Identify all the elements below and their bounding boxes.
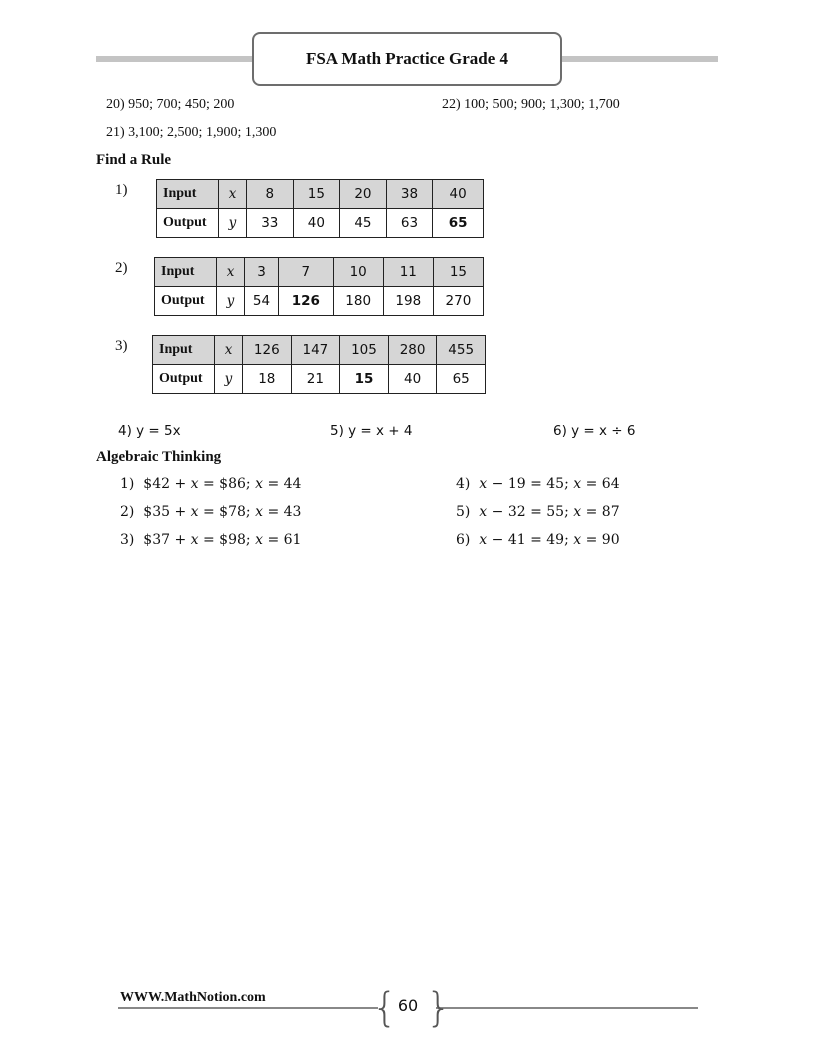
output-label: Output [155,287,217,316]
table-cell: 455 [437,336,486,365]
table-row-input [155,258,484,287]
left-brace-icon: { [372,985,398,1031]
header-rule-left [96,56,254,62]
footer-rule-right [436,1007,698,1009]
table-cell: 40 [388,365,437,394]
rule-answer-6: 6) y = x ÷ 6 [553,423,636,439]
table-1-label: 1) [115,182,128,198]
table-row-output [153,365,486,394]
table-cell: 7 [279,258,334,287]
table-cell: 21 [291,365,340,394]
table-cell: 270 [433,287,483,316]
table-cell: 54 [245,287,279,316]
rule-answer-4: 4) y = 5x [118,423,181,439]
input-label: Input [153,336,215,365]
answer-cell: 15 [340,365,389,394]
table-cell: 3 [245,258,279,287]
section-algebraic-thinking: Algebraic Thinking [96,449,222,465]
output-variable: y [215,365,243,394]
table-cell: 8 [247,180,294,209]
algebra-item-1: 1) $42 + x = $86; x = 44 [120,476,302,492]
table-row-output [157,209,484,238]
table-row-input [157,180,484,209]
table-cell: 10 [333,258,383,287]
table-cell: 126 [243,336,292,365]
algebra-item-2: 2) $35 + x = $78; x = 43 [120,504,302,520]
table-cell: 40 [433,180,484,209]
output-variable: y [217,287,245,316]
input-label: Input [157,180,219,209]
table-cell: 65 [437,365,486,394]
algebra-item-6: 6) x − 41 = 49; x = 90 [456,532,620,548]
table-cell: 63 [386,209,433,238]
function-table-2 [154,257,484,316]
table-cell: 15 [433,258,483,287]
table-row-output [155,287,484,316]
output-label: Output [157,209,219,238]
table-cell: 38 [386,180,433,209]
output-label: Output [153,365,215,394]
section-find-a-rule: Find a Rule [96,152,172,168]
page-title: FSA Math Practice Grade 4 [252,32,562,86]
table-cell: 33 [247,209,294,238]
header-rule-right [560,56,718,62]
right-brace-icon: } [426,985,452,1031]
input-variable: x [215,336,243,365]
input-variable: x [217,258,245,287]
rule-answer-5: 5) y = x + 4 [330,423,413,439]
footer-rule-left [118,1007,378,1009]
output-variable: y [219,209,247,238]
algebra-item-3: 3) $37 + x = $98; x = 61 [120,532,302,548]
table-cell: 15 [293,180,340,209]
table-cell: 18 [243,365,292,394]
table-cell: 45 [340,209,387,238]
footer-website: WWW.MathNotion.com [120,990,266,1005]
table-cell: 11 [383,258,433,287]
answer-20: 20) 950; 700; 450; 200 [106,97,235,112]
page-number: 60 [397,996,419,1015]
answer-cell: 126 [279,287,334,316]
table-cell: 198 [383,287,433,316]
algebra-item-5: 5) x − 32 = 55; x = 87 [456,504,620,520]
table-3-label: 3) [115,338,128,354]
function-table-3 [152,335,486,394]
answer-21: 21) 3,100; 2,500; 1,900; 1,300 [106,125,277,140]
input-variable: x [219,180,247,209]
table-cell: 280 [388,336,437,365]
table-cell: 40 [293,209,340,238]
answer-22: 22) 100; 500; 900; 1,300; 1,700 [442,97,620,112]
function-table-1 [156,179,484,238]
table-cell: 147 [291,336,340,365]
table-row-input [153,336,486,365]
table-2-label: 2) [115,260,128,276]
table-cell: 180 [333,287,383,316]
answer-cell: 65 [433,209,484,238]
input-label: Input [155,258,217,287]
table-cell: 20 [340,180,387,209]
table-cell: 105 [340,336,389,365]
algebra-item-4: 4) x − 19 = 45; x = 64 [456,476,620,492]
